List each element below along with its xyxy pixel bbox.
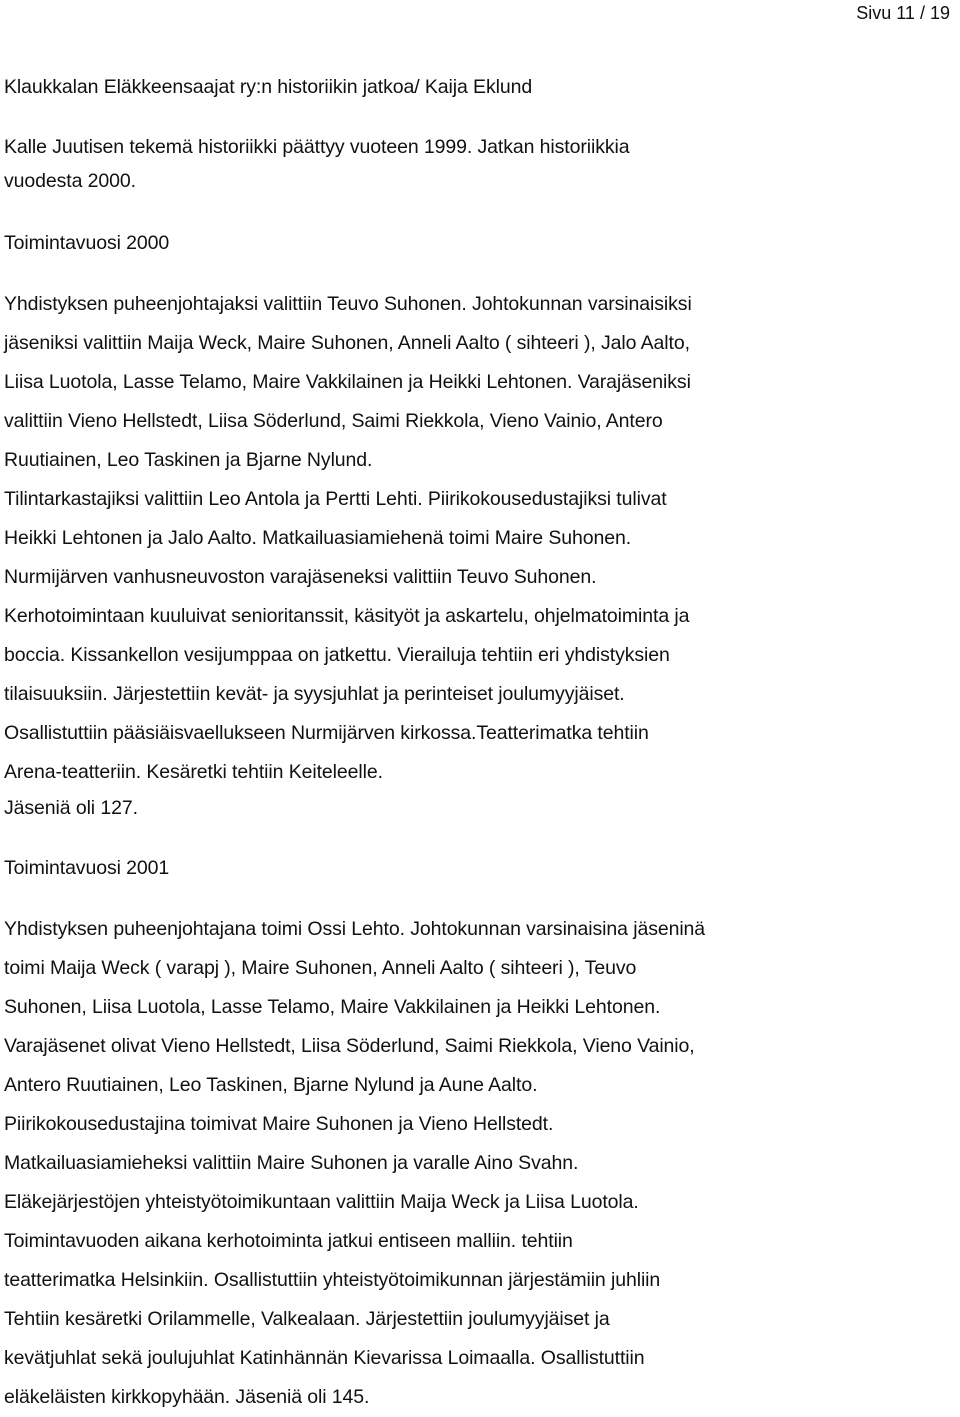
document-title: Klaukkalan Eläkkeensaajat ry:n historiikin jatkoa/ Kaija Eklund: [4, 76, 533, 98]
page-number: [856, 2, 950, 24]
section-body-2000: Yhdistyksen puheenjohtajaksi valittiin Teuvo Suhonen. Johtokunnan varsinaisiksi jäseniksi valittiin Maija Weck, Maire Suhonen, Anneli Aalto ( sihteeri ), Jalo Aalto, Liisa Luotola, Lasse Telamo, Maire Vakkilainen ja Heikki Lehtonen. Varajäseniksi valittiin Vieno Hellstedt, Liisa Söderlund, Saimi Riekkola, Vieno Vainio, Antero Ruutiainen, Leo Taskinen ja Bjarne Nylund. Tilintarkastajiksi valittiin Leo Antola ja Pertti Lehti. Piirikokousedustajiksi tulivat Heikki Lehtonen ja Jalo Aalto. Matkailuasiamiehenä toimi Maire Suhonen. Nurmijärven vanhusneuvoston varajäseneksi valittiin Teuvo Suhonen. Kerhotoimintaan kuuluivat senioritanssit, käsityöt ja askartelu, ohjelmatoiminta ja boccia. Kissankellon vesijumppaa on jatkettu. Vierailuja tehtiin eri yhdistyksien tilaisuuksiin. Järjestettiin kevät- ja syysjuhlat ja perinteiset joulumyyjäiset. Osallistuttiin pääsiäisvaellukseen Nurmijärven kirkossa.Teatterimatka tehtiin Arena-teatteriin. Kesäretki tehtiin Keiteleelle.: [4, 293, 692, 783]
section-body-2001: Yhdistyksen puheenjohtajana toimi Ossi Lehto. Johtokunnan varsinaisina jäseninä toimi Maija Weck ( varapj ), Maire Suhonen, Anneli Aalto ( sihteeri ), Teuvo Suhonen, Liisa Luotola, Lasse Telamo, Maire Vakkilainen ja Heikki Lehtonen. Varajäsenet olivat Vieno Hellstedt, Liisa Söderlund, Saimi Riekkola, Vieno Vainio, Antero Ruutiainen, Leo Taskinen, Bjarne Nylund ja Aune Aalto. Piirikokousedustajina toimivat Maire Suhonen ja Vieno Hellstedt. Matkailuasiamieheksi valittiin Maire Suhonen ja varalle Aino Svahn. Eläkejärjestöjen yhteistyötoimikuntaan valittiin Maija Weck ja Liisa Luotola. Toimintavuoden aikana kerhotoiminta jatkui entiseen malliin. tehtiin teatterimatka Helsinkiin. Osallistuttiin yhteistyötoimikunnan järjestämiin juhliin Tehtiin kesäretki Orilammelle, Valkealaan. Järjestettiin joulumyyjäiset ja kevätjuhlat sekä joulujuhlat Katinhännän Kievarissa Loimaalla. Osallistuttiin eläkeläisten kirkkopyhään. Jäseniä oli 145.: [4, 918, 706, 1408]
page-separator: /: [919, 3, 925, 23]
page-label: Sivu: [856, 3, 892, 23]
page-current: 11: [896, 3, 915, 23]
intro-paragraph: Kalle Juutisen tekemä historiikki päättyy vuoteen 1999. Jatkan historiikkia vuodesta 2000.: [4, 136, 630, 192]
member-count-2000: Jäseniä oli 127.: [4, 797, 138, 819]
page-total: 19: [929, 3, 950, 23]
section-heading-2000: Toimintavuosi 2000: [4, 232, 170, 254]
section-heading-2001: Toimintavuosi 2001: [4, 857, 170, 879]
